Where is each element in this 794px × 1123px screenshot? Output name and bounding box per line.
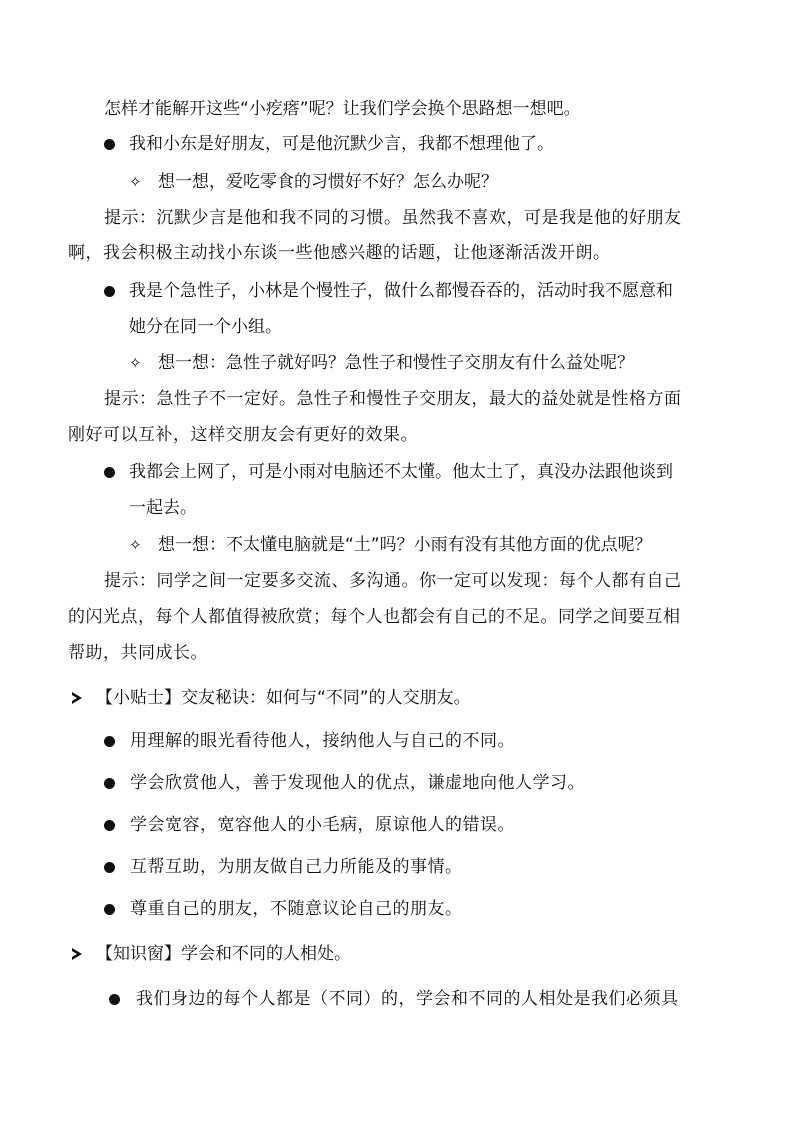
bullet-dot — [104, 862, 115, 873]
scenario-3-think: 想一想：不太懂电脑就是“土”吗？小雨有没有其他方面的优点呢？ — [158, 535, 652, 555]
arrow-bullet-icon — [72, 948, 82, 960]
scenario-1-think: 想一想，爱吃零食的习惯好不好？怎么办呢？ — [158, 172, 498, 192]
scenario-3-text-line-1: 我都会上网了，可是小雨对电脑还不太懂。他太土了，真没办法跟他谈到 — [129, 462, 673, 482]
bullet-dot — [104, 139, 115, 150]
diamond-marker-icon: ✧ — [129, 173, 142, 191]
bullet-dot — [104, 286, 115, 297]
scenario-3-hint-line-3: 帮助，共同成长。 — [68, 643, 208, 663]
diamond-marker-icon: ✧ — [129, 354, 142, 372]
bullet-dot — [104, 736, 115, 747]
scenario-1-hint-line-2: 啊，我会积极主动找小东谈一些他感兴趣的话题，让他逐渐活泼开朗。 — [68, 243, 611, 263]
scenario-2-hint-line-1: 提示：急性子不一定好。急性子和慢性子交朋友，最大的益处就是性格方面 — [104, 389, 682, 409]
scenario-1-hint-line-1: 提示：沉默少言是他和我不同的习惯。虽然我不喜欢，可是我是他的好朋友 — [104, 208, 682, 228]
arrow-bullet-icon — [72, 692, 82, 704]
tips-item-2: 学会欣赏他人，善于发现他人的优点，谦虚地向他人学习。 — [130, 773, 585, 793]
scenario-3-hint-line-1: 提示：同学之间一定要多交流、多沟通。你一定可以发现：每个人都有自己 — [104, 571, 682, 591]
tips-item-5: 尊重自己的朋友，不随意议论自己的朋友。 — [130, 899, 463, 919]
scenario-2-think: 想一想：急性子就好吗？急性子和慢性子交朋友有什么益处呢？ — [158, 353, 634, 373]
tips-item-4: 互帮互助，为朋友做自己力所能及的事情。 — [130, 857, 463, 877]
scenario-3-text-line-2: 一起去。 — [129, 498, 197, 518]
scenario-2-text-line-2: 她分在同一个小组。 — [129, 317, 282, 337]
bullet-dot — [104, 820, 115, 831]
knowledge-heading: 【知识窗】学会和不同的人相处。 — [96, 944, 351, 964]
bullet-dot — [109, 994, 120, 1005]
scenario-2-hint-line-2: 刚好可以互补，这样交朋友会有更好的效果。 — [68, 425, 418, 445]
tips-item-3: 学会宽容，宽容他人的小毛病，原谅他人的错误。 — [130, 815, 515, 835]
tips-heading: 【小贴士】交友秘诀：如何与“不同”的人交朋友。 — [96, 688, 471, 708]
bullet-dot — [104, 467, 115, 478]
scenario-1-text-line-1: 我和小东是好朋友，可是他沉默少言，我都不想理他了。 — [129, 134, 554, 154]
bullet-dot — [104, 778, 115, 789]
diamond-marker-icon: ✧ — [129, 536, 142, 554]
scenario-2-text-line-1: 我是个急性子，小林是个慢性子，做什么都慢吞吞的，活动时我不愿意和 — [129, 281, 673, 301]
bullet-dot — [104, 904, 115, 915]
tips-item-1: 用理解的眼光看待他人，接纳他人与自己的不同。 — [130, 731, 515, 751]
scenario-3-hint-line-2: 的闪光点，每个人都值得被欣赏；每个人也都会有自己的不足。同学之间要互相 — [68, 607, 681, 627]
intro-text: 怎样才能解开这些“小疙瘩”呢？让我们学会换个思路想一想吧。 — [104, 99, 581, 119]
knowledge-item-1: 我们身边的每个人都是（不同）的，学会和不同的人相处是我们必须具 — [136, 989, 679, 1009]
